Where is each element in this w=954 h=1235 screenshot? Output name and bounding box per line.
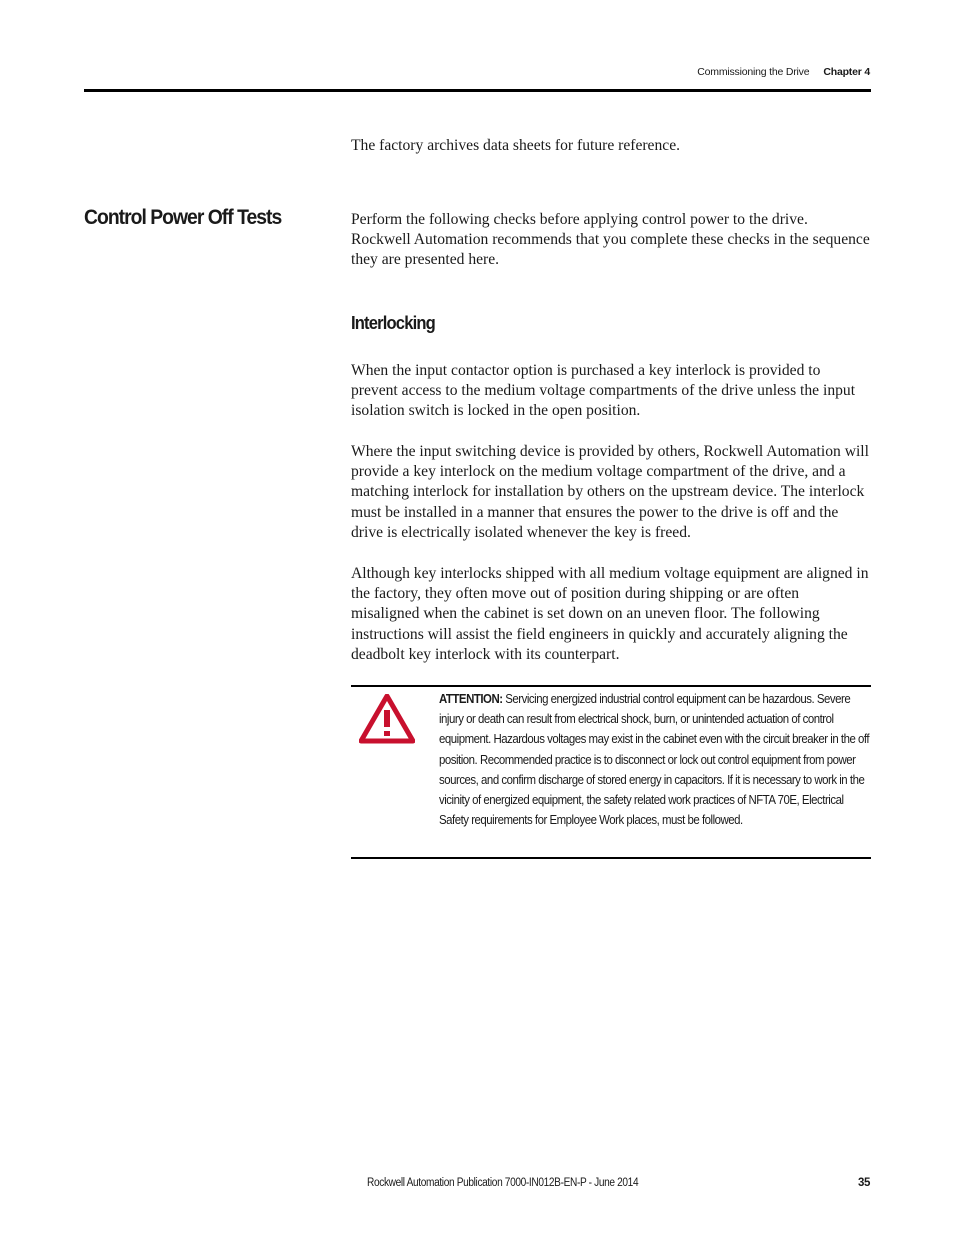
attention-text — [439, 689, 870, 830]
attention-box — [351, 685, 871, 859]
header-section: Commissioning the Drive — [697, 66, 810, 78]
running-header — [697, 66, 870, 78]
interlocking-paragraph-3: Although key interlocks shipped with all medium voltage equipment are aligned in the factory, they often move out of position during shipping or are often misaligned when the cabinet is set down on an uneven floor. The following instructions will assist the field engineers in quickly and accurately aligning the deadbolt key interlock with its counterpart. — [351, 565, 869, 663]
footer-publication: Rockwell Automation Publication 7000-IN012B-EN-P - June 2014 — [367, 1177, 639, 1189]
attention-body: Servicing energized industrial control equipment can be hazardous. Severe injury or death can result from electrical shock, burn, or unintended actuation of control equipment. Hazardous voltages may exist in the cabinet even with the circuit breaker in the off position. Recommended practice is to disconnect or lock out control equipment from power sources, and confirm discharge of stored energy in capacitors. If it is necessary to work in the vicinity of energized equipment, the safety related work practices of NFTA 70E, Electrical Safety requirements for Employee Work places, must be followed. — [439, 691, 870, 828]
page-number: 35 — [858, 1177, 870, 1189]
section-intro-paragraph: Perform the following checks before applying control power to the drive. Rockwell Automation recommends that you complete these checks in the sequence they are presented here. — [351, 211, 870, 269]
interlocking-paragraph-2: Where the input switching device is provided by others, Rockwell Automation will provide a key interlock on the medium voltage compartment of the drive, and a matching interlock for installation by others on the upstream device. The interlock must be installed in a manner that ensures the power to the drive is off and the drive is electrically isolated whenever the key is freed. — [351, 443, 869, 541]
header-rule — [84, 89, 871, 92]
warning-triangle-icon — [359, 694, 415, 744]
subsection-title: Interlocking — [351, 313, 435, 333]
section-title: Control Power Off Tests — [84, 205, 282, 229]
interlocking-paragraph-1: When the input contactor option is purchased a key interlock is provided to prevent access to the medium voltage compartments of the drive unless the input isolation switch is locked in the open position. — [351, 362, 856, 420]
attention-label: ATTENTION: — [439, 691, 503, 706]
header-chapter: Chapter 4 — [823, 66, 870, 78]
intro-paragraph: The factory archives data sheets for future reference. — [351, 137, 681, 154]
